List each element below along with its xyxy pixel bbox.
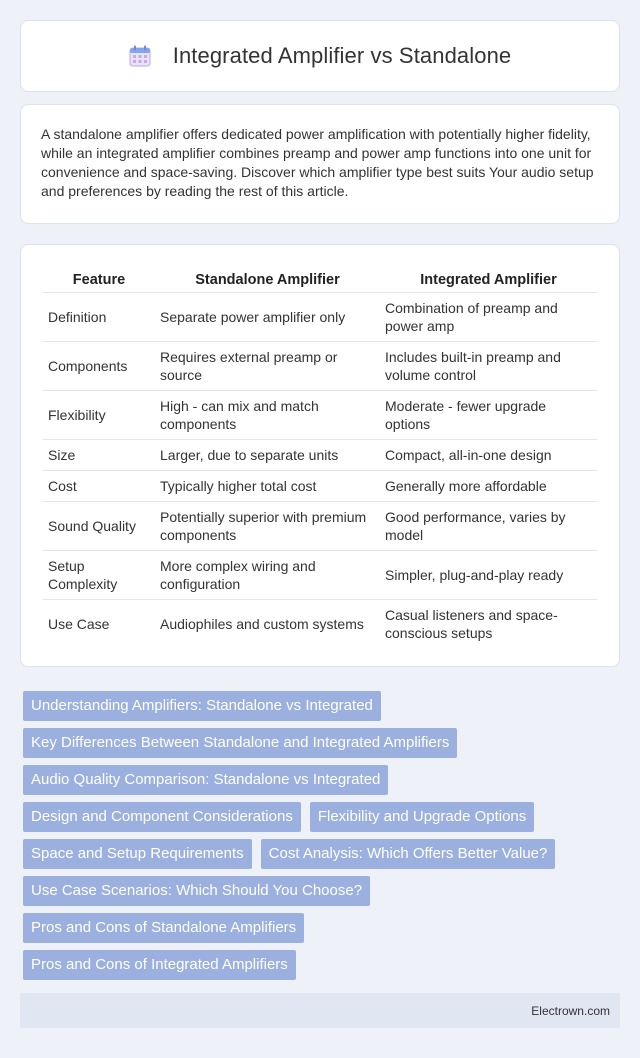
table-cell: Simpler, plug-and-play ready <box>380 550 597 599</box>
table-cell: Generally more affordable <box>380 470 597 501</box>
table-cell: Use Case <box>43 599 155 648</box>
tag-row <box>23 802 617 832</box>
table-row <box>43 501 597 550</box>
column-header: Integrated Amplifier <box>420 272 557 289</box>
table-row <box>43 390 597 439</box>
table-cell: High - can mix and match components <box>155 390 380 439</box>
table-cell: Good performance, varies by model <box>380 501 597 550</box>
table-cell: Requires external preamp or source <box>155 341 380 390</box>
table-cell: Definition <box>43 292 155 341</box>
comparison-table <box>43 261 597 648</box>
table-row <box>43 470 597 501</box>
table-cell: Sound Quality <box>43 501 155 550</box>
table-header-row <box>43 261 597 292</box>
table-cell: Audiophiles and custom systems <box>155 599 380 648</box>
table-row <box>43 439 597 470</box>
table-cell: Flexibility <box>43 390 155 439</box>
intro-text: A standalone amplifier offers dedicated power amplification with potentially higher fidelity, while an integrated amplifier combines preamp and power amp functions into one unit for convenience and space-saving. Discover which amplifier type best suits Your audio setup and preferences by reading the rest of this article. <box>41 126 594 199</box>
table-cell: Compact, all-in-one design <box>380 439 597 470</box>
tag-row <box>23 765 617 795</box>
tag-row <box>23 691 617 721</box>
topic-link[interactable]: Cost Analysis: Which Offers Better Value? <box>261 839 556 869</box>
related-topics <box>23 691 617 987</box>
column-header: Feature <box>72 272 126 289</box>
tag-row <box>23 839 617 869</box>
tag-row <box>23 950 617 980</box>
column-header: Standalone Amplifier <box>195 272 340 289</box>
page-title: Integrated Amplifier vs Standalone <box>172 43 512 68</box>
table-cell: Components <box>43 341 155 390</box>
footer-site-name: Electrown.com <box>531 1003 610 1018</box>
table-row <box>43 292 597 341</box>
table-cell: Setup Complexity <box>43 550 155 599</box>
table-row <box>43 341 597 390</box>
table-row <box>43 550 597 599</box>
topic-link[interactable]: Space and Setup Requirements <box>23 839 252 869</box>
table-cell: Casual listeners and space-conscious setups <box>380 599 597 648</box>
table-cell: Includes built-in preamp and volume control <box>380 341 597 390</box>
comparison-card <box>20 244 620 667</box>
table-cell: Size <box>43 439 155 470</box>
topic-link[interactable]: Design and Component Considerations <box>23 802 301 832</box>
topic-link[interactable]: Audio Quality Comparison: Standalone vs Integrated <box>23 765 388 795</box>
tag-row <box>23 913 617 943</box>
table-cell: Larger, due to separate units <box>155 439 380 470</box>
topic-link[interactable]: Flexibility and Upgrade Options <box>310 802 534 832</box>
footer <box>20 993 620 1028</box>
table-cell: Separate power amplifier only <box>155 292 380 341</box>
topic-link[interactable]: Use Case Scenarios: Which Should You Choose? <box>23 876 370 906</box>
table-cell: Potentially superior with premium components <box>155 501 380 550</box>
topic-link[interactable]: Pros and Cons of Integrated Amplifiers <box>23 950 296 980</box>
tag-row <box>23 728 617 758</box>
tag-row <box>23 876 617 906</box>
topic-link[interactable]: Pros and Cons of Standalone Amplifiers <box>23 913 304 943</box>
table-cell: Combination of preamp and power amp <box>380 292 597 341</box>
table-cell: Cost <box>43 470 155 501</box>
table-cell: Typically higher total cost <box>155 470 380 501</box>
topic-link[interactable]: Key Differences Between Standalone and Integrated Amplifiers <box>23 728 457 758</box>
table-cell: Moderate - fewer upgrade options <box>380 390 597 439</box>
table-row <box>43 599 597 648</box>
topic-link[interactable]: Understanding Amplifiers: Standalone vs Integrated <box>23 691 381 721</box>
table-cell: More complex wiring and configuration <box>155 550 380 599</box>
calendar-icon <box>129 45 151 67</box>
title-card <box>20 20 620 92</box>
intro-card <box>20 104 620 224</box>
